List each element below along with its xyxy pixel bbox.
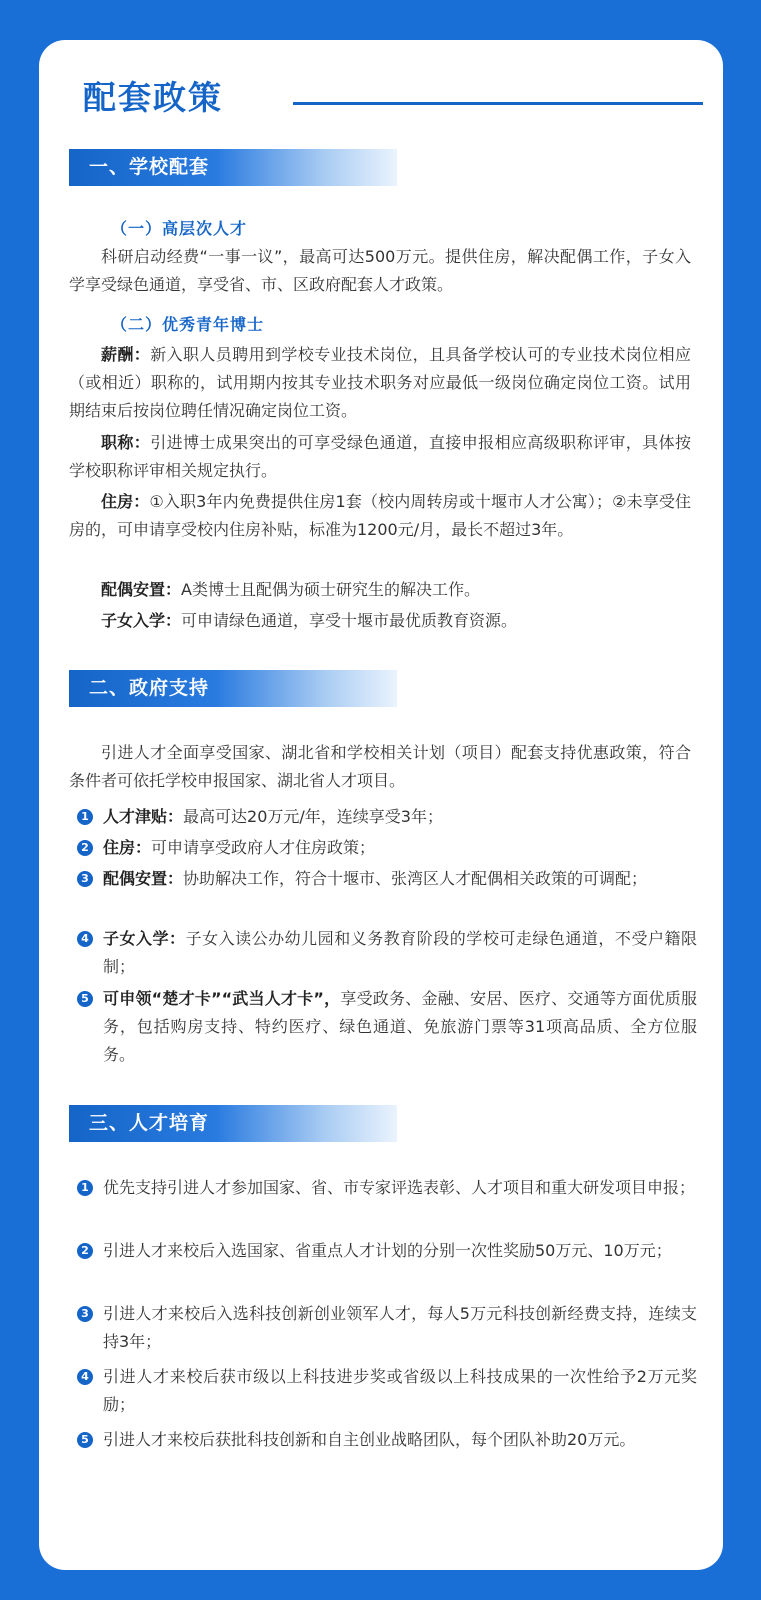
phd-item-label: 配偶安置：: [101, 580, 182, 599]
phd-item-label: 职称：: [101, 433, 151, 452]
number-badge: 3: [77, 1306, 93, 1322]
government-item: [77, 834, 697, 862]
phd-item-children: [69, 607, 691, 635]
number-badge: 4: [77, 1369, 93, 1385]
phd-item-title: [69, 429, 691, 485]
phd-item-text: 引进博士成果突出的可享受绿色通道，直接申报相应高级职称评审，具体按学校职称评审相关规定执行。: [69, 433, 691, 480]
number-badge: 5: [77, 991, 93, 1007]
government-intro: 引进人才全面享受国家、湖北省和学校相关计划（项目）配套支持优惠政策，符合条件者可依托学校申报国家、湖北省人才项目。: [69, 743, 691, 790]
government-item-text: 协助解决工作，符合十堰市、张湾区人才配偶相关政策的可调配；: [183, 869, 648, 888]
government-item: [77, 865, 697, 893]
phd-item-text: 新入职人员聘用到学校专业技术岗位，且具备学校认可的专业技术岗位相应（或相近）职称的，试用期内按其专业技术职务对应最低一级岗位确定岗位工资。试用期结束后按岗位聘任情况确定岗位工资。: [69, 345, 691, 420]
number-badge: 1: [77, 1180, 93, 1196]
training-item-text: 引进人才来校后获市级以上科技进步奖或省级以上科技成果的一次性给予2万元奖励；: [103, 1367, 697, 1414]
training-item: [77, 1174, 697, 1202]
number-badge: 1: [77, 809, 93, 825]
title-underline: [293, 102, 703, 105]
government-item: [77, 985, 697, 1069]
government-item-text: 子女入读公办幼儿园和义务教育阶段的学校可走绿色通道，不受户籍限制；: [103, 929, 697, 976]
training-item-text: 引进人才来校后获批科技创新和自主创业战略团队，每个团队补助20万元。: [103, 1430, 636, 1449]
subtitle-high-level-talent: （一）高层次人才: [111, 219, 248, 238]
government-item-label: 人才津贴：: [103, 807, 184, 826]
content-card: [39, 40, 723, 1570]
number-badge: 3: [77, 871, 93, 887]
page-title: 配套政策: [83, 78, 223, 117]
training-item: [77, 1237, 697, 1265]
phd-item-salary: [69, 341, 691, 425]
government-item-label: 可申领“楚才卡”“武当人才卡”，: [103, 989, 341, 1008]
training-item-text: 引进人才来校后入选科技创新创业领军人才，每人5万元科技创新经费支持，连续支持3年；: [103, 1304, 697, 1351]
section-header-training: 三、人才培育: [69, 1105, 397, 1142]
training-item: [77, 1300, 697, 1356]
government-item-text: 可申请享受政府人才住房政策；: [151, 838, 376, 857]
number-badge: 4: [77, 931, 93, 947]
section-header-government: 二、政府支持: [69, 670, 397, 707]
subtitle-young-phd: （二）优秀青年博士: [111, 315, 265, 334]
government-item-label: 子女入学：: [103, 929, 186, 948]
government-item-label: 住房：: [103, 838, 152, 857]
phd-item-text: 可申请绿色通道，享受十堰市最优质教育资源。: [181, 611, 518, 630]
page-title-row: [83, 78, 703, 118]
phd-item-text: ①入职3年内免费提供住房1套（校内周转房或十堰市人才公寓）；②未享受住房的，可申请享受校内住房补贴，标准为1200元/月，最长不超过3年。: [69, 492, 691, 539]
phd-item-label: 子女入学：: [101, 611, 182, 630]
government-item-label: 配偶安置：: [103, 869, 184, 888]
government-item: [77, 925, 697, 981]
number-badge: 2: [77, 1243, 93, 1259]
phd-item-text: A类博士且配偶为硕士研究生的解决工作。: [181, 580, 480, 599]
training-item-text: 引进人才来校后入选国家、省重点人才计划的分别一次性奖励50万元、10万元；: [103, 1241, 672, 1260]
phd-item-spouse: [69, 576, 691, 604]
high-level-talent-text: 科研启动经费“一事一议”，最高可达500万元。提供住房，解决配偶工作，子女入学享受绿色通道，享受省、市、区政府配套人才政策。: [69, 247, 691, 294]
training-item-text: 优先支持引进人才参加国家、省、市专家评选表彰、人才项目和重大研发项目申报；: [103, 1178, 696, 1197]
phd-item-housing: [69, 488, 691, 544]
phd-item-label: 薪酬：: [101, 345, 151, 364]
training-item: [77, 1363, 697, 1419]
training-item: [77, 1426, 697, 1454]
number-badge: 2: [77, 840, 93, 856]
number-badge: 5: [77, 1432, 93, 1448]
government-item-text: 最高可达20万元/年，连续享受3年；: [183, 807, 443, 826]
phd-item-label: 住房：: [101, 492, 150, 511]
section-header-school: 一、学校配套: [69, 149, 397, 186]
government-item: [77, 803, 697, 831]
government-item-text: 享受政务、金融、安居、医疗、交通等方面优质服务，包括购房支持、特约医疗、绿色通道、免旅游门票等31项高品质、全方位服务。: [103, 989, 697, 1064]
